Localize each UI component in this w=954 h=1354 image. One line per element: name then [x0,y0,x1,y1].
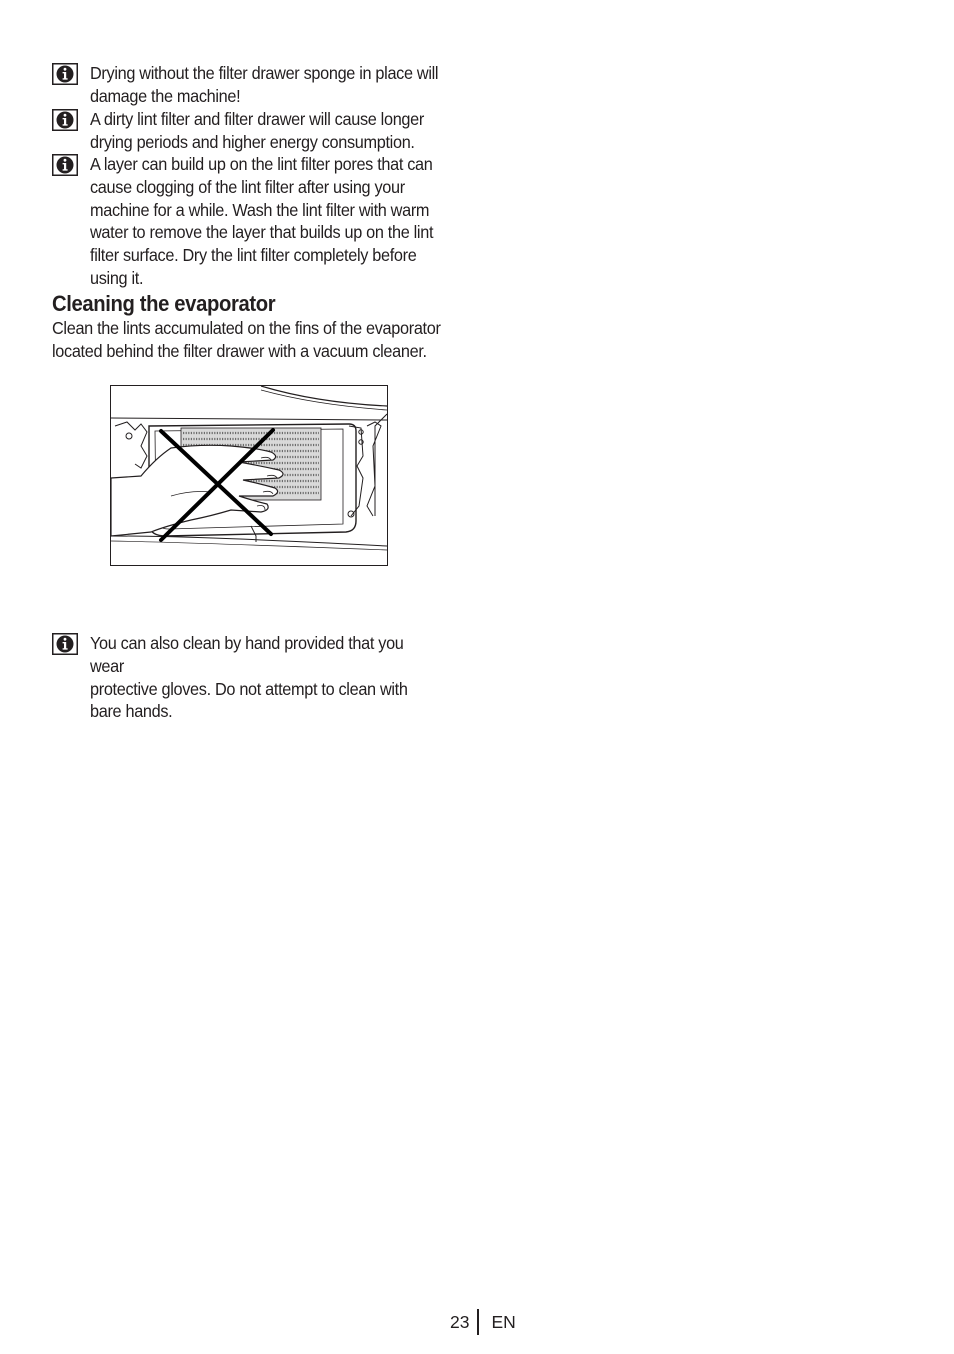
info-icon [52,109,78,131]
evaporator-drawing [111,386,387,565]
info-icon [52,633,78,655]
note-text: A layer can build up on the lint filter pores that can cause clogging of the lint filter after using your machine for a while. Wash the lint filter with warm water to remove the layer that builds up on the lint filter surface. Dry the lint filter completely before using it. [90,154,434,288]
info-note-1 [52,62,472,108]
info-icon [52,63,78,85]
info-note-4 [52,632,472,723]
note-text: A dirty lint filter and filter drawer will cause longer drying periods and higher energy consumption. [90,109,424,152]
info-note-3 [52,153,472,290]
page-number: 23 [450,1311,470,1332]
section-paragraph: Clean the lints accumulated on the fins of the evaporator located behind the filter drawer with a vacuum cleaner. [52,318,441,361]
section-heading: Cleaning the evaporator [52,291,276,316]
footer-divider [477,1309,479,1335]
info-note-2 [52,108,472,154]
page-footer [450,1309,516,1335]
note-text: Drying without the filter drawer sponge in place will damage the machine! [90,63,439,106]
evaporator-illustration [110,385,388,566]
note-text: You can also clean by hand provided that you wear protective gloves. Do not attempt to clean with bare hands. [90,633,408,722]
language-code: EN [491,1311,516,1332]
info-icon [52,154,78,176]
